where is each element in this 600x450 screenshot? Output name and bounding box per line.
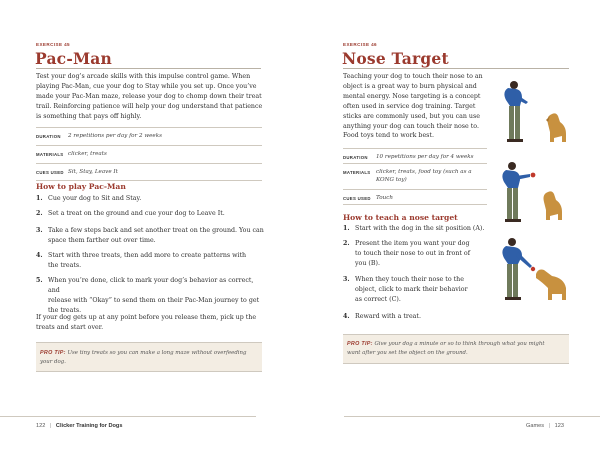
step-number: 2. bbox=[36, 210, 43, 217]
step-text: object, click to mark their behavior bbox=[355, 285, 468, 293]
pro-tip-box bbox=[343, 334, 569, 364]
title-rule bbox=[343, 68, 569, 69]
pro-tip-label: PRO TIP: bbox=[40, 350, 66, 356]
step-number: 1. bbox=[36, 195, 43, 202]
footer-separator: | bbox=[49, 423, 52, 429]
intro-paragraph bbox=[36, 72, 264, 122]
person-figure bbox=[502, 162, 535, 222]
footer-rule bbox=[0, 416, 256, 417]
step-number: 3. bbox=[36, 227, 43, 234]
step-number: 1. bbox=[343, 225, 350, 232]
meta-label: CUES USED bbox=[343, 196, 371, 201]
dog-figure bbox=[544, 191, 563, 220]
meta-materials bbox=[36, 145, 262, 163]
step-text: Start with the dog in the sit position (A). bbox=[355, 225, 485, 232]
pro-tip-text: Use tiny treats so you can make a long maze without overfeeding bbox=[67, 350, 247, 356]
step-text: release with “Okay” to send them on their Pac-Man journey to get bbox=[48, 296, 260, 304]
step-text: space them farther out over time. bbox=[48, 236, 156, 244]
meta-label: DURATION bbox=[343, 155, 368, 160]
section-name: Games bbox=[526, 423, 545, 429]
meta-value: Sit, Stay, Leave It bbox=[68, 169, 118, 175]
step-text: Cue your dog to Sit and Stay. bbox=[48, 195, 142, 202]
intro-paragraph bbox=[343, 72, 493, 141]
intro-line: mental energy. Nose targeting is a concept bbox=[343, 92, 481, 100]
intro-line: anything your dog can touch their nose to. bbox=[343, 122, 479, 130]
step-text: the treats. bbox=[48, 306, 82, 314]
person-figure bbox=[502, 238, 535, 300]
intro-line: often used in service dog training. Target bbox=[343, 102, 476, 110]
step-text: to touch their nose to out in front of bbox=[355, 249, 471, 257]
footer-separator: | bbox=[548, 423, 551, 429]
meta-cues bbox=[36, 163, 262, 181]
pro-tip-text: Give your dog a minute or so to think through what you might bbox=[374, 341, 545, 347]
page-footer bbox=[36, 423, 122, 429]
pro-tip-box bbox=[36, 342, 262, 372]
step-text: When they touch their nose to the bbox=[355, 276, 464, 283]
meta-label: CUES USED bbox=[36, 170, 64, 175]
step-text: Reward with a treat. bbox=[355, 313, 421, 320]
meta-label: MATERIALS bbox=[343, 170, 371, 175]
meta-value: clicker, treats, food toy (such as a bbox=[376, 169, 472, 175]
intro-line: made your Pac-Man maze, release your dog to chomp down their treat bbox=[36, 92, 262, 100]
outro-line: treats and start over. bbox=[36, 323, 104, 331]
page-number: 122 bbox=[36, 423, 46, 429]
exercise-meta bbox=[36, 127, 262, 187]
dog-touches-object-illustration bbox=[490, 232, 580, 308]
step-1 bbox=[36, 194, 264, 204]
right-page bbox=[300, 0, 600, 450]
meta-value: 10 repetitions per day for 4 weeks bbox=[376, 154, 474, 160]
pro-tip-text: want after you set the object on the ground. bbox=[347, 349, 468, 356]
step-text: Present the item you want your dog bbox=[355, 240, 470, 247]
step-1 bbox=[343, 224, 493, 234]
person-presents-object-illustration bbox=[490, 158, 580, 228]
person-figure bbox=[504, 81, 528, 142]
meta-value: KONG toy) bbox=[376, 177, 407, 184]
intro-line: sticks are commonly used, but you can use bbox=[343, 112, 480, 120]
meta-label: DURATION bbox=[36, 134, 61, 139]
howto-heading: How to teach a nose target bbox=[343, 213, 458, 222]
exercise-meta bbox=[343, 148, 487, 208]
title-rule bbox=[36, 68, 261, 69]
exercise-label: EXERCISE 45 bbox=[36, 42, 71, 47]
intro-line: is something that pays off highly. bbox=[36, 112, 142, 120]
step-number: 5. bbox=[36, 277, 43, 284]
meta-value: Touch bbox=[376, 195, 394, 201]
step-4 bbox=[36, 251, 264, 271]
book-title: Clicker Training for Dogs bbox=[55, 423, 123, 429]
dog-figure bbox=[546, 113, 566, 142]
dog-figure bbox=[536, 270, 566, 301]
meta-value: 2 repetitions per day for 2 weeks bbox=[68, 133, 162, 139]
intro-line: object is a great way to burn physical and bbox=[343, 82, 477, 90]
step-text: you (B). bbox=[355, 259, 380, 267]
step-text: Start with three treats, then add more to create patterns with bbox=[48, 252, 247, 259]
person-and-dog-sit-illustration bbox=[490, 76, 580, 152]
step-2 bbox=[36, 209, 264, 219]
intro-line: Test your dog’s arcade skills with this impulse control game. When bbox=[36, 73, 251, 80]
meta-duration bbox=[36, 127, 262, 145]
step-3 bbox=[343, 275, 493, 305]
step-number: 4. bbox=[343, 313, 350, 320]
step-number: 3. bbox=[343, 276, 350, 283]
page-footer bbox=[526, 423, 564, 429]
exercise-label: EXERCISE 46 bbox=[343, 42, 378, 47]
step-2 bbox=[343, 239, 493, 269]
intro-line: Food toys tend to work best. bbox=[343, 132, 434, 140]
step-number: 2. bbox=[343, 240, 350, 247]
outro-line: If your dog gets up at any point before you release them, pick up the bbox=[36, 314, 257, 321]
footer-rule bbox=[344, 416, 600, 417]
step-text: Set a treat on the ground and cue your dog to Leave It. bbox=[48, 210, 225, 217]
step-text: as correct (C). bbox=[355, 295, 401, 303]
meta-cues bbox=[343, 189, 487, 205]
step-text: the treats. bbox=[48, 261, 82, 269]
step-5 bbox=[36, 276, 264, 314]
exercise-title: Pac-Man bbox=[35, 49, 113, 68]
pro-tip-label: PRO TIP: bbox=[347, 341, 373, 347]
meta-label: MATERIALS bbox=[36, 152, 64, 157]
step-number: 4. bbox=[36, 252, 43, 259]
meta-value: clicker, treats bbox=[68, 151, 107, 157]
page-number: 123 bbox=[554, 423, 564, 429]
step-text: Take a few steps back and set another treat on the ground. You can bbox=[48, 227, 264, 234]
intro-line: playing Pac-Man, cue your dog to Stay while you set up. Once you’ve bbox=[36, 82, 257, 90]
pro-tip-text: your dog. bbox=[40, 358, 66, 365]
intro-line: Teaching your dog to touch their nose to an bbox=[343, 73, 483, 80]
meta-materials bbox=[343, 163, 487, 189]
outro-paragraph bbox=[36, 313, 264, 333]
step-3 bbox=[36, 226, 264, 246]
howto-heading: How to play Pac-Man bbox=[36, 182, 126, 191]
step-text: When you’re done, click to mark your dog’s behavior as correct, and bbox=[48, 277, 254, 294]
step-4 bbox=[343, 312, 493, 322]
intro-line: trail. Reinforcing patience will help your dog understand that patience bbox=[36, 102, 263, 110]
exercise-title: Nose Target bbox=[342, 49, 449, 68]
